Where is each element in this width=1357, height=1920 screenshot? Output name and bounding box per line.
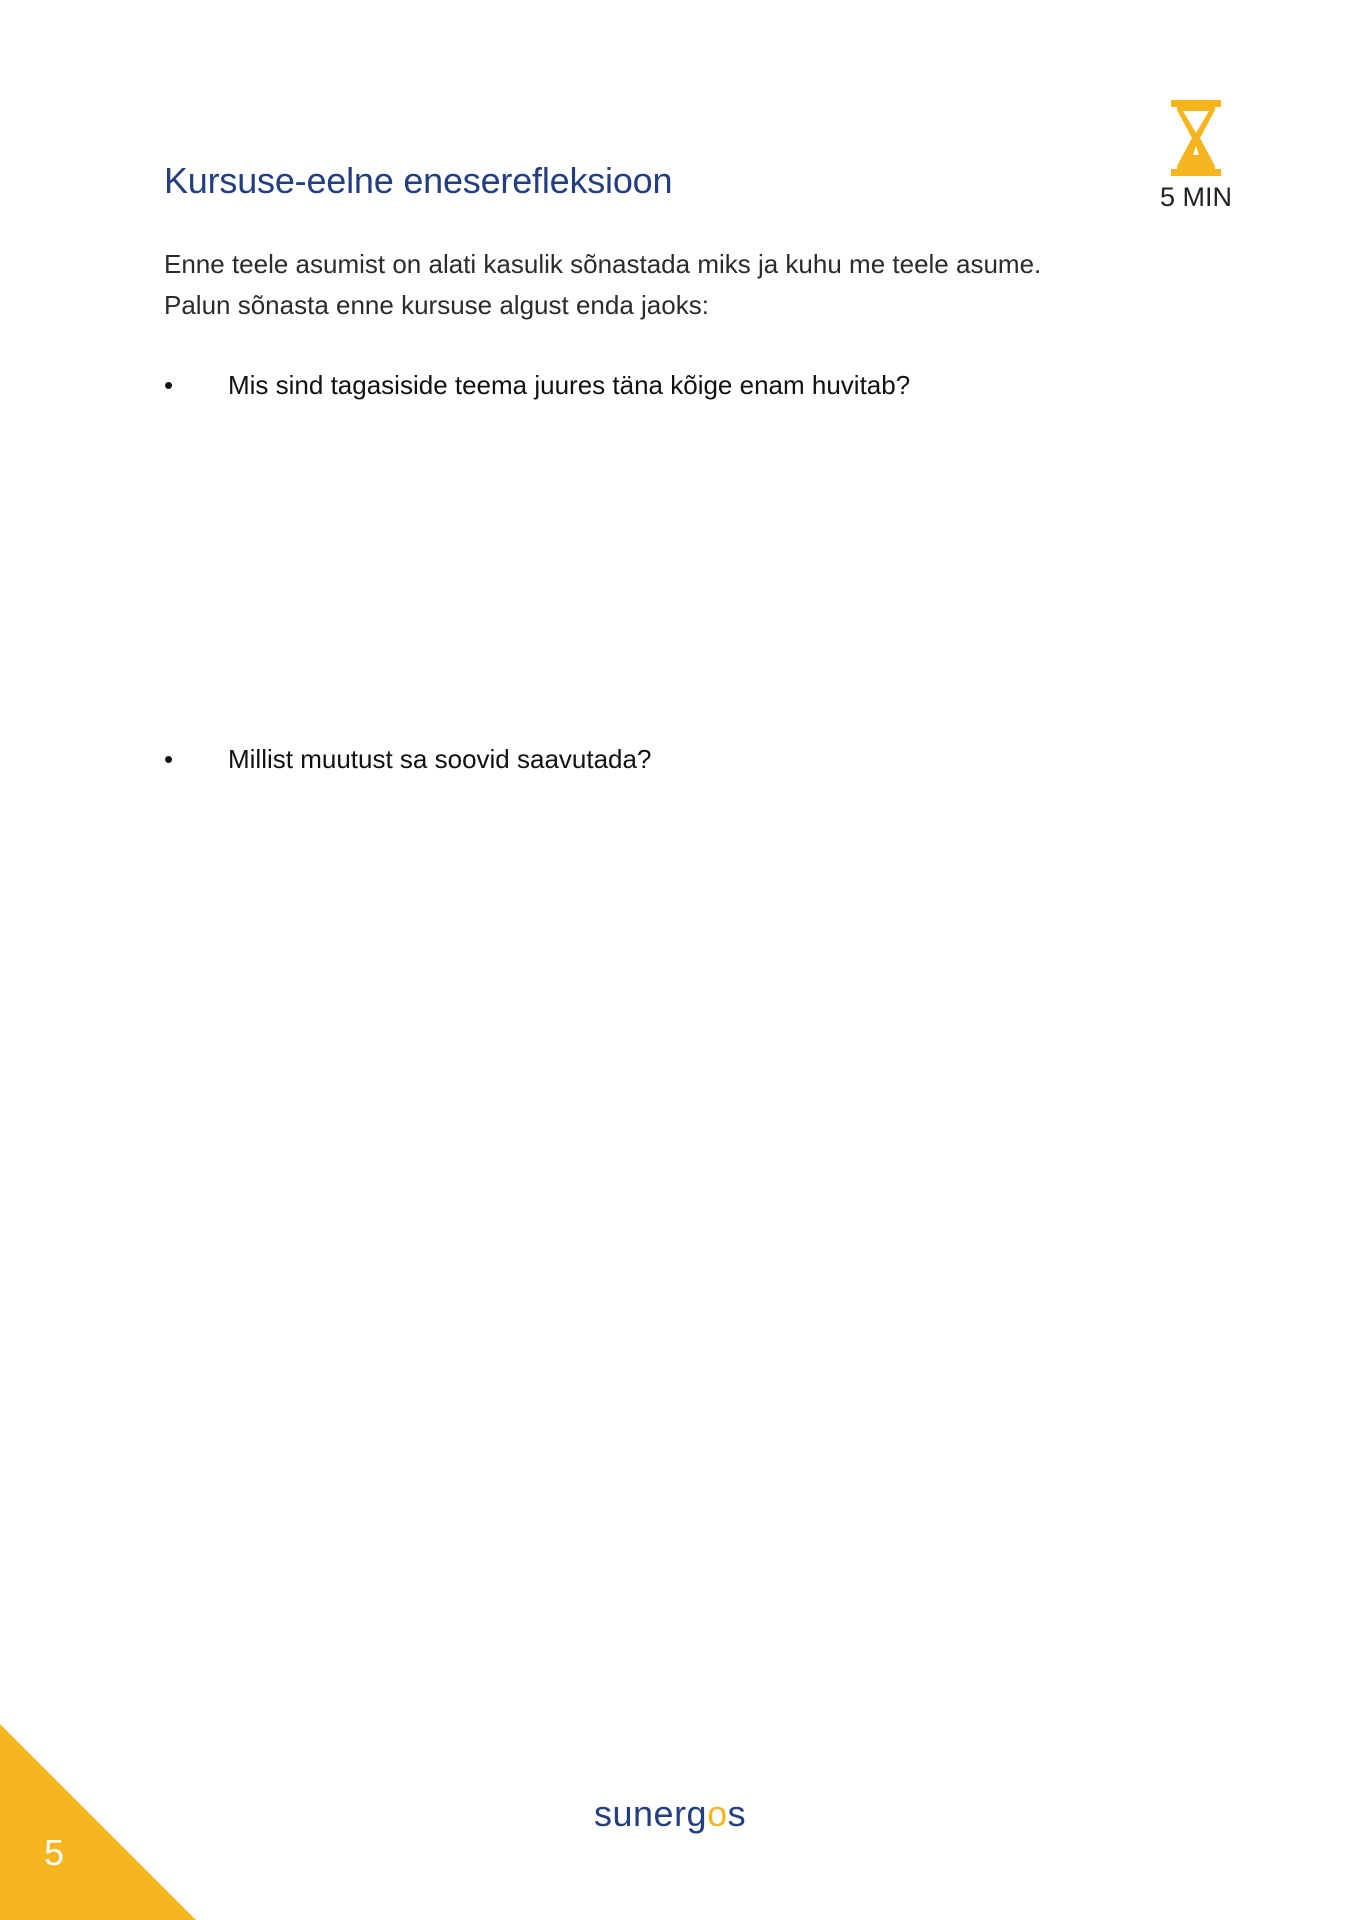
question-text: Mis sind tagasiside teema juures täna kõige enam huvitab? [228, 370, 911, 400]
sunergos-logo: sunergos [594, 1793, 747, 1834]
logo-accent: o [707, 1793, 728, 1834]
intro-paragraph [164, 244, 1114, 326]
question-text: Millist muutust sa soovid saavutada? [228, 744, 652, 774]
question-item [164, 370, 910, 401]
corner-triangle [0, 1724, 196, 1920]
hourglass-icon [1169, 100, 1223, 176]
intro-line: Palun sõnasta enne kursuse algust enda jaoks: [164, 290, 709, 320]
page-title: Kursuse-eelne eneserefleksioon [164, 160, 673, 201]
bullet: • [164, 744, 174, 774]
intro-line: Enne teele asumist on alati kasulik sõnastada miks ja kuhu me teele asume. [164, 249, 1042, 279]
timer-label: 5 MIN [1159, 182, 1232, 212]
page-number: 5 [44, 1832, 65, 1873]
question-item [164, 744, 651, 775]
bullet: • [164, 370, 174, 400]
time-estimate [1150, 100, 1242, 213]
